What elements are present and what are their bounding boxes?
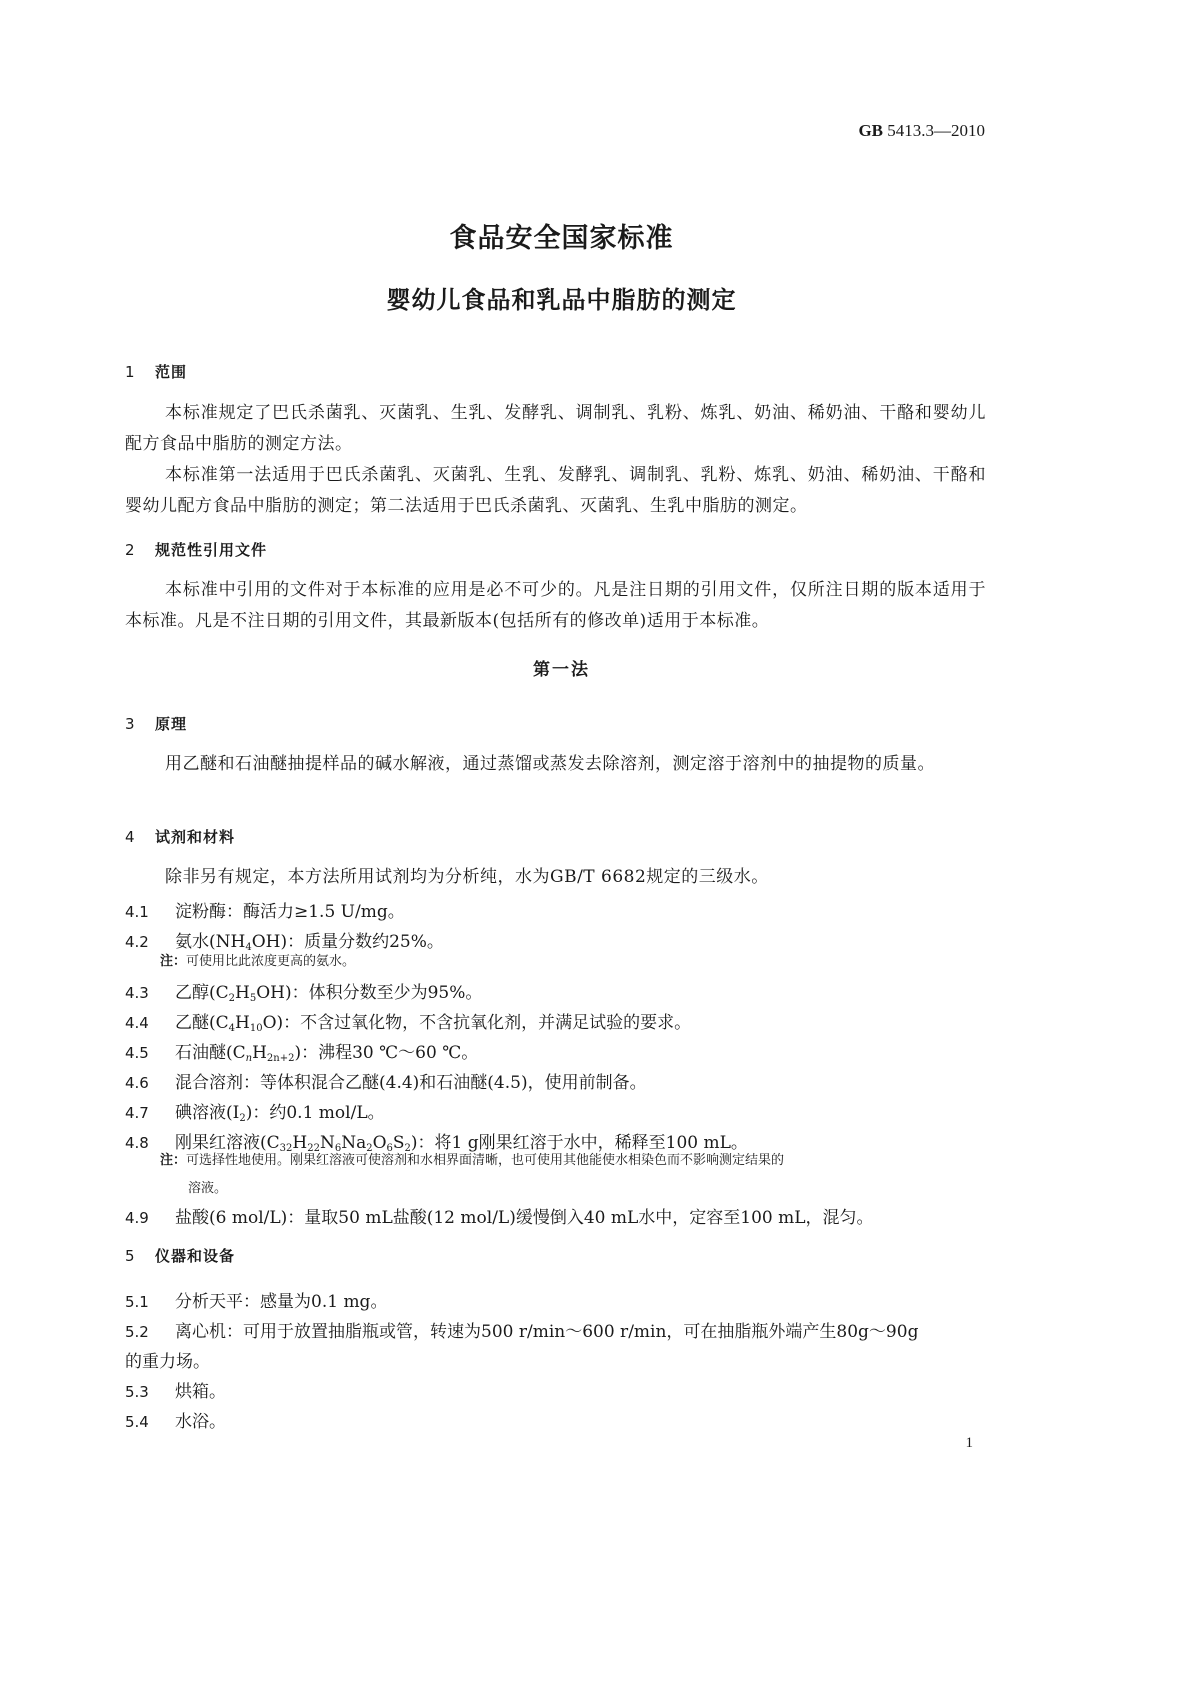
section-heading-1: 1 范围 xyxy=(125,363,188,381)
paragraph: 本标准中引用的文件对于本标准的应用是必不可少的。凡是注日期的引用文件，仅所注日期的版本适用于本标准。凡是不注日期的引用文件，其最新版本(包括所有的修改单)适用于本标准。 xyxy=(125,580,986,631)
paragraph: 用乙醚和石油醚抽提样品的碱水解液，通过蒸馏或蒸发去除溶剂，测定溶于溶剂中的抽提物的质量。 xyxy=(165,754,935,774)
list-item: 4.8 刚果红溶液$(C_{32}H_{22}N_6Na_2O_6S_2)$：将1 g刚果红溶于水中，稀释至100 mL。 xyxy=(125,1133,748,1154)
section-heading-5: 5 仪器和设备 xyxy=(125,1247,236,1265)
list-item: 4.9 盐酸(6 mol/L)：量取50 mL盐酸(12 mol/L)缓慢倒入40 mL水中，定容至100 mL，混匀。 xyxy=(125,1208,874,1228)
list-item-continuation: 的重力场。 xyxy=(125,1352,210,1372)
standard-number: GB 5413.3—2010 xyxy=(858,121,985,140)
section-heading-3: 3 原理 xyxy=(125,715,188,733)
list-item: 4.4 乙醚$(C_4H_{10}O)$：不含过氧化物，不含抗氧化剂，并满足试验的要求。 xyxy=(125,1013,692,1034)
document-subtitle: 婴幼儿食品和乳品中脂肪的测定 xyxy=(386,286,737,314)
note: 注：可选择性地使用。刚果红溶液可使溶剂和水相界面清晰，也可使用其他能使水相染色而不影响测定结果的 xyxy=(160,1153,785,1168)
list-item: 4.7 碘溶液$(I_2)$：约0.1 mol/L。 xyxy=(125,1103,385,1124)
document-title: 食品安全国家标准 xyxy=(449,223,674,254)
method-title: 第一法 xyxy=(533,660,590,680)
list-item: 4.6 混合溶剂：等体积混合乙醚(4.4)和石油醚(4.5)，使用前制备。 xyxy=(125,1073,647,1093)
list-item: 5.4 水浴。 xyxy=(125,1412,226,1432)
note-continuation: 溶液。 xyxy=(188,1181,228,1196)
list-item: 4.3 乙醇$(C_2H_5OH)$：体积分数至少为95%。 xyxy=(125,983,483,1004)
list-item: 4.1 淀粉酶：酶活力≥1.5 U/mg。 xyxy=(125,902,405,922)
list-item: 5.1 分析天平：感量为0.1 mg。 xyxy=(125,1292,388,1312)
paragraph: 本标准规定了巴氏杀菌乳、灭菌乳、生乳、发酵乳、调制乳、乳粉、炼乳、奶油、稀奶油、干酪和婴幼儿配方食品中脂肪的测定方法。 xyxy=(125,403,986,454)
section-heading-4: 4 试剂和材料 xyxy=(125,828,236,846)
note: 注：可使用比此浓度更高的氨水。 xyxy=(160,954,356,969)
list-item: 5.2 离心机：可用于放置抽脂瓶或管，转速为500 r/min～600 r/min，可在抽脂瓶外端产生80g～90g xyxy=(125,1322,919,1342)
list-item: 4.5 石油醚$(C_nH_{2n+2})$：沸程30 ℃～60 ℃。 xyxy=(125,1043,479,1064)
paragraph: 本标准第一法适用于巴氏杀菌乳、灭菌乳、生乳、发酵乳、调制乳、乳粉、炼乳、奶油、稀奶油、干酪和婴幼儿配方食品中脂肪的测定；第二法适用于巴氏杀菌乳、灭菌乳、生乳中脂肪的测定。 xyxy=(125,465,986,516)
paragraph: 除非另有规定，本方法所用试剂均为分析纯，水为GB/T 6682规定的三级水。 xyxy=(165,867,769,887)
section-heading-2: 2 规范性引用文件 xyxy=(125,541,268,559)
list-item: 4.2 氨水$(NH_4OH)$：质量分数约25%。 xyxy=(125,932,444,953)
list-item: 5.3 烘箱。 xyxy=(125,1382,226,1402)
page-number: 1 xyxy=(965,1435,973,1451)
